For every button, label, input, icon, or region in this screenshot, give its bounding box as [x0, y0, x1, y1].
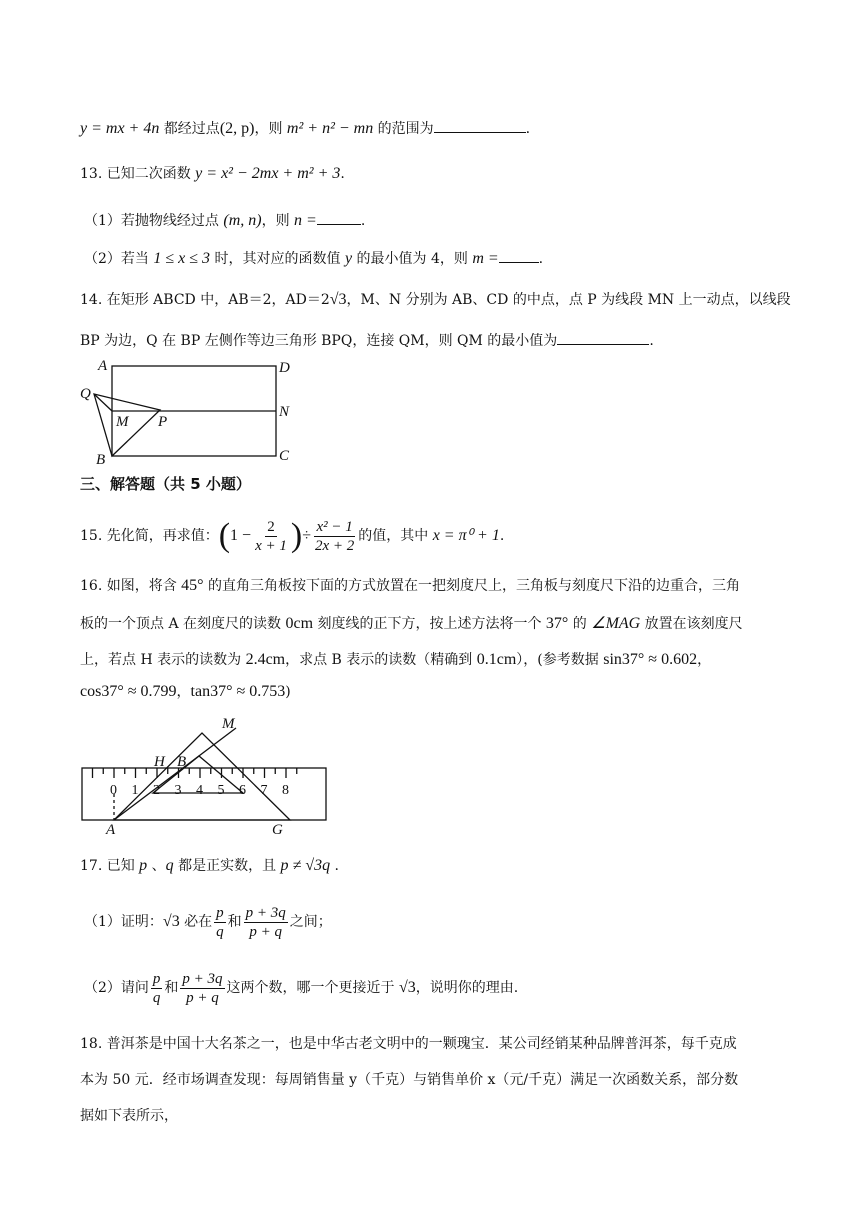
q18-line1: 18. 普洱茶是中国十大名茶之一，也是中华古老文明中的一颗瑰宝．某公司经销某种品牌普洱茶，每千克成 — [80, 1036, 737, 1052]
q17-p1-text: （1）证明： — [84, 914, 163, 930]
frac-b-num: p + 3q — [182, 970, 223, 987]
ruler-tick-label: 2 — [153, 783, 160, 798]
q16-0-1cm: 0.1cm — [476, 651, 517, 668]
ruler-body — [82, 768, 326, 820]
q13-p2-text-3: 的最小值为 4，则 — [352, 251, 473, 267]
q12-text-2: ，则 — [254, 121, 287, 137]
q17-p2-text-2: 这两个数，哪一个更接近于 — [226, 980, 399, 996]
q17-stem — [80, 856, 339, 876]
q17-part1 — [84, 900, 332, 946]
q13-part2 — [84, 248, 543, 269]
q16-line4 — [80, 682, 291, 702]
q16-ruler-figure — [76, 708, 336, 840]
ruler-tick-label: 8 — [282, 783, 289, 798]
q14-text-3: BP 为边，Q 在 BP 左侧作等边三角形 BPQ，连接 QM，则 QM 的最小值为 — [80, 333, 558, 349]
q15-period: . — [499, 528, 505, 544]
q16-comma: ， — [697, 652, 712, 668]
q18-line3: 据如下表所示， — [80, 1108, 178, 1124]
q16-45deg: 45° — [181, 577, 204, 594]
q18-line2: 本为 50 元．经市场调查发现：每周销售量 y（千克）与销售单价 x（元/千克）满足一次函数关系，部分数 — [80, 1072, 739, 1088]
q14-rectangle-figure — [76, 356, 306, 468]
q13-p1-text: （1）若抛物线经过点 — [84, 213, 224, 229]
q15-fraction-1 — [253, 518, 289, 555]
frac-b-num: p + 3q — [245, 904, 286, 921]
q12-point: (2, p) — [219, 120, 255, 137]
q16-text-4: 刻度线的正下方，按上述方法将一个 — [313, 616, 546, 632]
q16-line2 — [80, 614, 743, 634]
q14-line2 — [80, 330, 654, 351]
q15-right-paren: ) — [290, 517, 303, 554]
label-b: B — [96, 452, 106, 468]
q16-text-2: 的直角三角板按下面的方式放置在一把刻度尺上，三角板与刻度尺下沿的边重合，三角 — [203, 578, 741, 594]
q16-37deg: 37° — [545, 615, 569, 632]
q13-p1-blank[interactable] — [317, 210, 361, 225]
q16-line3 — [80, 650, 711, 670]
q13-p2-y: y — [344, 250, 353, 267]
q17-p2-text: （2）请问 — [84, 980, 149, 996]
frac-a-den: q — [152, 989, 161, 1006]
q17-q: q — [165, 857, 174, 874]
q17-p1-frac-b — [244, 904, 288, 941]
q17-p2-frac-a — [151, 970, 163, 1007]
label-h: H — [154, 754, 165, 770]
q13-p1-text-2: ，则 — [261, 213, 295, 229]
q13-p2-range: 1 ≤ x ≤ 3 — [153, 250, 211, 267]
q15-x-value: x = π⁰ + 1 — [432, 527, 500, 544]
q16-text-7: 上，若点 H 表示的读数为 — [80, 652, 246, 668]
q13-p2-text: （2）若当 — [84, 251, 154, 267]
q14-line1 — [80, 290, 791, 310]
q13-p2-text-2: 时，其对应的函数值 — [210, 251, 345, 267]
q16-text-9: ），(参考数据 — [516, 652, 604, 668]
frac-b-den: p + q — [186, 989, 219, 1006]
q17-p1-frac-a — [214, 904, 226, 941]
q13-p2-m: m = — [472, 250, 499, 267]
q16-tan37: tan37° ≈ 0.753 — [190, 683, 286, 700]
q15-text-2: 的值，其中 — [358, 528, 433, 544]
q17-p1-and: 和 — [227, 914, 242, 930]
q17-condition: p ≠ √3q — [280, 857, 331, 874]
q17-p1-text-3: 之间； — [289, 914, 332, 930]
label-g: G — [272, 822, 283, 838]
q16-text-1: 16. 如图，将含 — [80, 578, 182, 594]
q16-text-5: 的 — [568, 616, 592, 632]
q16-text-3: 板的一个顶点 A 在刻度尺的读数 — [80, 616, 286, 632]
q17-number: 17. 已知 — [80, 858, 140, 874]
q17-p2-and: 和 — [164, 980, 179, 996]
q13-p2-blank[interactable] — [499, 248, 539, 263]
q12-line-equation: y = mx + 4n — [80, 120, 160, 137]
section-3-heading — [80, 474, 251, 495]
label-c: C — [279, 448, 290, 464]
q14-answer-blank[interactable] — [557, 330, 649, 345]
ruler-tick-label: 4 — [196, 783, 203, 798]
q14-text-2: ，M、N 分别为 AB、CD 的中点，点 P 为线段 MN 上一动点，以线段 — [346, 292, 791, 308]
q16-comma-2: ， — [176, 684, 191, 700]
q16-0cm: 0cm — [285, 615, 314, 632]
label-b: B — [177, 754, 187, 770]
frac-a-num: p — [152, 970, 161, 987]
q15-divide: ÷ — [302, 527, 311, 544]
ruler-tick-label: 0 — [110, 783, 117, 798]
q17-p1-text-2: 必在 — [179, 914, 213, 930]
q12-period: . — [525, 121, 531, 137]
ruler-tick-label: 5 — [217, 783, 225, 798]
q17-p: p — [139, 857, 148, 874]
q13-equation: y = x² − 2mx + m² + 3 — [195, 165, 341, 182]
q15-line — [80, 514, 504, 560]
q15-f1-num: 2 — [267, 518, 275, 535]
label-a: A — [98, 358, 108, 374]
q16-close-paren: ) — [285, 684, 291, 700]
q17-p1-sqrt3: √3 — [162, 913, 180, 930]
label-m: M — [222, 716, 235, 732]
q17-part2 — [84, 966, 518, 1012]
q17-text: 都是正实数，且 — [173, 858, 281, 874]
q13-part1 — [84, 210, 365, 231]
triangle-45-outer — [114, 733, 290, 820]
q17-sep: 、 — [147, 858, 166, 874]
q17-p2-sqrt3: √3 — [399, 979, 416, 996]
q15-fraction-2 — [313, 518, 356, 555]
ruler-tick-label: 1 — [131, 783, 139, 798]
q17-p2-frac-b — [180, 970, 224, 1007]
q16-cos37: cos37° ≈ 0.799 — [80, 683, 177, 700]
ruler-tick-labels — [110, 783, 289, 798]
q13-stem — [80, 164, 345, 184]
frac-a-den: q — [216, 923, 224, 940]
q17-period: . — [330, 858, 339, 874]
q16-text-6: 放置在该刻度尺 — [640, 616, 743, 632]
ruler-tick-label: 7 — [260, 783, 268, 798]
q17-p2-text-3: ，说明你的理由. — [415, 980, 519, 996]
label-a: A — [106, 822, 116, 838]
q16-2-4cm: 2.4cm — [245, 651, 286, 668]
q12-answer-blank[interactable] — [434, 118, 526, 133]
q16-text-8: ，求点 B 表示的读数（精确到 — [285, 652, 477, 668]
q15-f2-num: x² − 1 — [316, 518, 353, 535]
q15-f1-den: x + 1 — [255, 537, 287, 554]
q15-f2-den: 2x + 2 — [314, 537, 355, 554]
q12-text-3: 的范围为 — [373, 121, 434, 137]
q12-expression: m² + n² − mn — [286, 120, 374, 137]
q16-angle-mag: ∠MAG — [591, 615, 641, 632]
q13-p1-point: (m, n) — [223, 212, 262, 229]
label-q: Q — [80, 386, 91, 402]
ruler-tick-label: 6 — [239, 783, 246, 798]
q15-left-paren: ( — [218, 517, 231, 554]
ruler-tick-label: 3 — [174, 783, 182, 798]
section-3-title: 三、解答题（共 5 小题） — [80, 475, 251, 493]
q12-tail-line — [80, 118, 530, 139]
label-n: N — [279, 404, 290, 420]
q13-p1-period: . — [360, 213, 366, 229]
q13-period: . — [340, 166, 345, 182]
label-m: M — [116, 414, 129, 430]
q13-p2-period: . — [538, 251, 544, 267]
q14-sqrt3: √3 — [329, 291, 347, 308]
ray-am — [114, 728, 236, 820]
q14-text-1: 14. 在矩形 ABCD 中，AB＝2，AD＝2 — [80, 292, 330, 308]
q13-p1-n: n = — [294, 212, 317, 229]
q15-one-minus: 1 − — [230, 527, 252, 544]
q16-line1 — [80, 576, 740, 596]
q16-sin37: sin37° ≈ 0.602 — [603, 651, 698, 668]
label-d: D — [279, 360, 290, 376]
q14-period: . — [649, 333, 654, 349]
label-p: P — [158, 414, 168, 430]
ruler-ticks — [93, 768, 297, 778]
frac-a-num: p — [216, 904, 224, 921]
q15-text: 15. 先化简，再求值： — [80, 528, 219, 544]
q13-number: 13. 已知二次函数 — [80, 166, 196, 182]
frac-b-den: p + q — [249, 923, 283, 940]
q12-text: 都经过点 — [159, 121, 220, 137]
